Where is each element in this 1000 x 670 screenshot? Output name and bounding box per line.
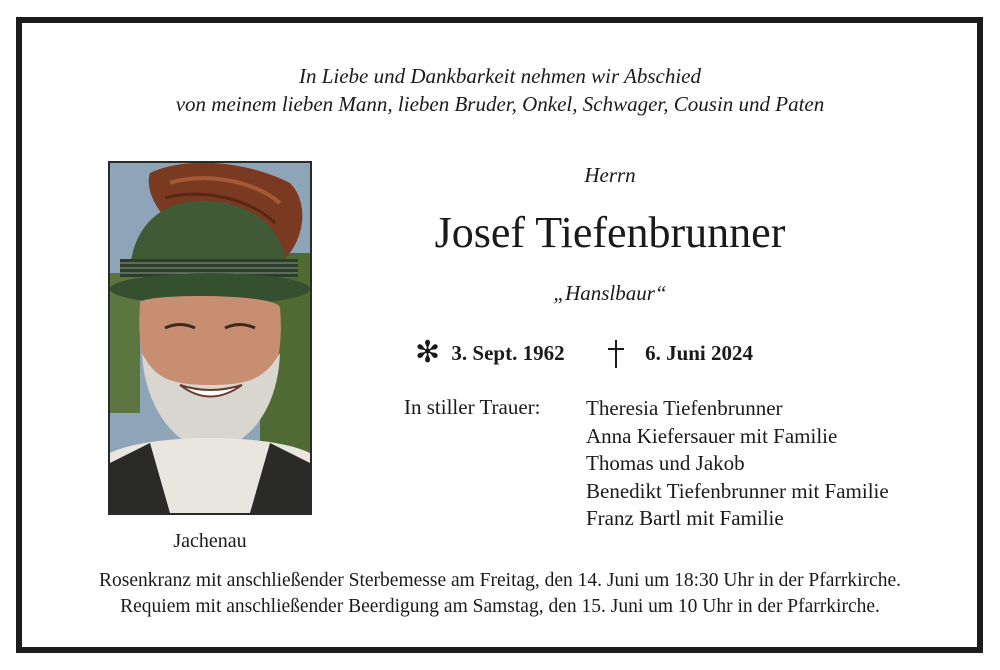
birth-date: 3. Sept. 1962	[451, 341, 565, 365]
mourner-name: Thomas und Jakob	[586, 451, 745, 476]
mourners-list	[586, 395, 889, 533]
nickname: „Hanslbaur“	[553, 281, 667, 305]
birth-star-icon: ✻	[415, 336, 441, 369]
intro-text	[0, 62, 1000, 118]
mourner-name: Franz Bartl mit Familie	[586, 506, 784, 531]
salutation: Herrn	[584, 163, 636, 187]
portrait-photo	[108, 161, 312, 515]
intro-line-1: In Liebe und Dankbarkeit nehmen wir Abschied	[298, 64, 702, 88]
deceased-name: Josef Tiefenbrunner	[434, 208, 786, 257]
service-info	[0, 568, 1000, 620]
mourning-label: In stiller Trauer:	[404, 395, 541, 419]
death-cross-icon	[606, 340, 626, 368]
requiem-service-line: Requiem mit anschließender Beerdigung am Samstag, den 15. Juni um 10 Uhr in der Pfarrkirche.	[120, 596, 880, 617]
life-dates	[415, 336, 753, 371]
mourner-name: Anna Kiefersauer mit Familie	[586, 423, 838, 448]
place-label: Jachenau	[173, 530, 247, 552]
rosary-service-line: Rosenkranz mit anschließender Sterbemesse am Freitag, den 14. Juni um 18:30 Uhr in der Pfarrkirche.	[99, 570, 901, 591]
intro-line-2: von meinem lieben Mann, lieben Bruder, Onkel, Schwager, Cousin und Paten	[175, 92, 825, 116]
mourner-name: Theresia Tiefenbrunner	[586, 396, 783, 420]
portrait-illustration	[110, 163, 310, 513]
mourner-name: Benedikt Tiefenbrunner mit Familie	[586, 478, 889, 503]
death-date: 6. Juni 2024	[645, 341, 754, 365]
